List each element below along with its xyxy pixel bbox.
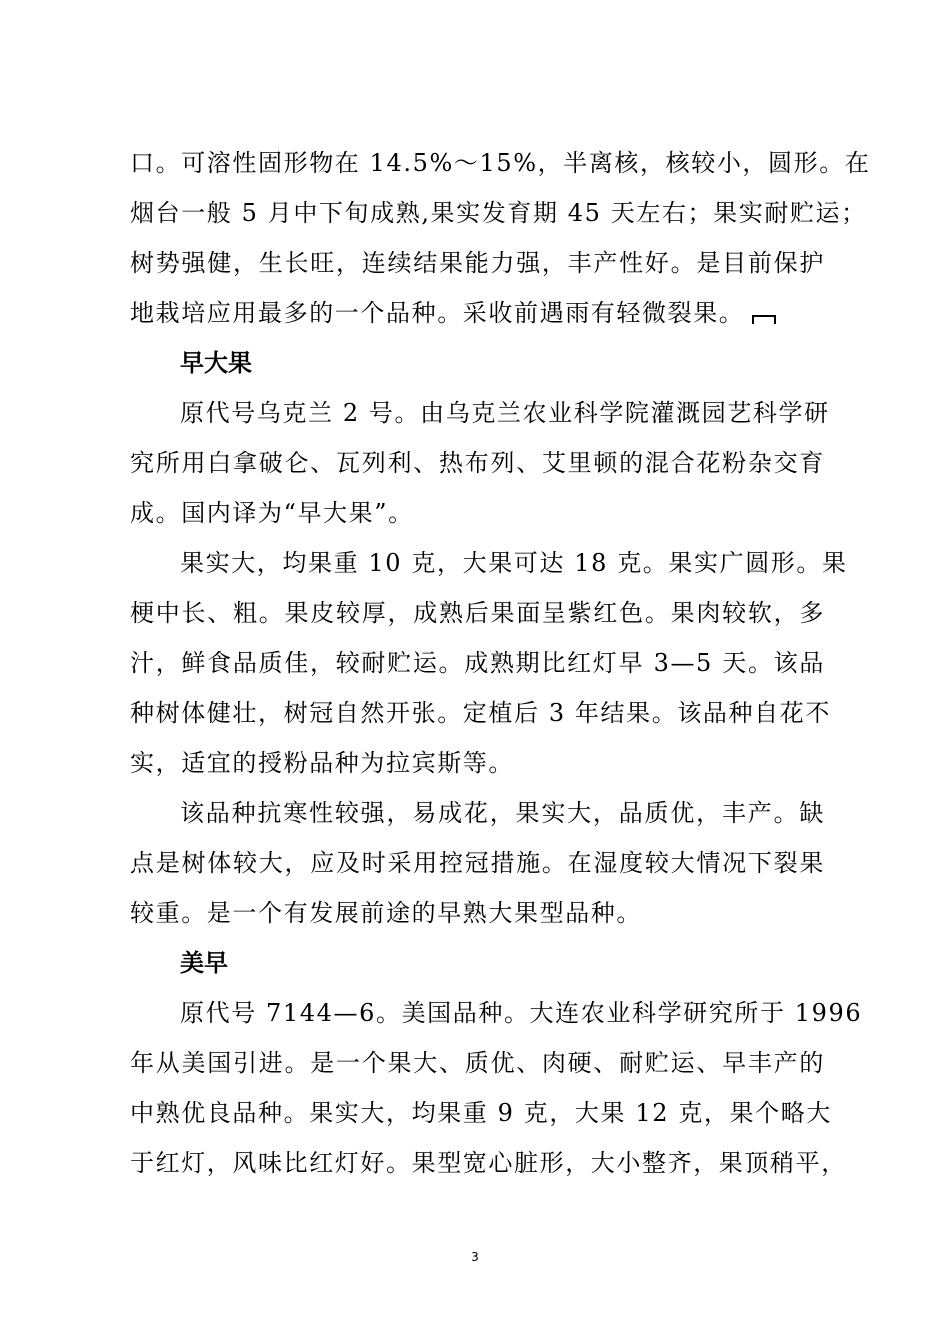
text-line: 梗中长、粗。果皮较厚，成熟后果面呈紫红色。果肉较软，多 <box>130 599 825 627</box>
page-body <box>130 138 871 1188</box>
section-meizao <box>130 938 863 1188</box>
paragraph <box>130 988 863 1188</box>
text-line: 于红灯，风味比红灯好。果型宽心脏形，大小整齐，果顶稍平， <box>130 1149 847 1177</box>
section-heading: 早大果 <box>180 349 252 377</box>
text-line: 年从美国引进。是一个果大、质优、肉硬、耐贮运、早丰产的 <box>130 1049 825 1077</box>
text-line: 口。可溶性固形物在 14.5%～15%，半离核，核较小，圆形。在 <box>130 149 871 177</box>
text-line: 较重。是一个有发展前途的早熟大果型品种。 <box>130 899 642 927</box>
section-zaodaguo <box>130 338 848 938</box>
section-heading: 美早 <box>180 949 228 977</box>
text-line: 烟台一般 5 月中下旬成熟,果实发育期 45 天左右；果实耐贮运； <box>130 199 867 227</box>
text-line: 点是树体较大，应及时采用控冠措施。在湿度较大情况下裂果 <box>130 849 825 877</box>
paragraph <box>130 788 825 938</box>
text-line: 果实大，均果重 10 克，大果可达 18 克。果实广圆形。果 <box>180 549 848 577</box>
text-line-with-mark <box>130 288 825 338</box>
text-line: 中熟优良品种。果实大，均果重 9 克，大果 12 克，果个略大 <box>130 1099 832 1127</box>
text-line: 原代号乌克兰 2 号。由乌克兰农业科学院灌溉园艺科学研 <box>180 399 830 427</box>
text-line: 原代号 7144—6。美国品种。大连农业科学研究所于 1996 <box>180 999 863 1027</box>
text-line: 究所用白拿破仑、瓦列利、热布列、艾里顿的混合花粉杂交育 <box>130 449 825 477</box>
text-line: 该品种抗寒性较强，易成花，果实大，品质优，丰产。缺 <box>180 799 825 827</box>
text-line: 树势强健，生长旺，连续结果能力强，丰产性好。是目前保护 <box>130 249 825 277</box>
text-line: 种树体健壮，树冠自然开张。定植后 3 年结果。该品种自花不 <box>130 699 831 727</box>
edit-mark-icon <box>752 315 776 324</box>
text-line: 成。国内译为“早大果”。 <box>130 499 414 527</box>
paragraph <box>130 388 830 538</box>
page-number: 3 <box>471 1250 479 1264</box>
text-line: 汁，鲜食品质佳，较耐贮运。成熟期比红灯早 3—5 天。该品 <box>130 649 825 677</box>
paragraph <box>130 538 848 788</box>
text-line: 地栽培应用最多的一个品种。采收前遇雨有轻微裂果。 <box>130 299 745 327</box>
text-line: 实，适宜的授粉品种为拉宾斯等。 <box>130 749 514 777</box>
continuation-paragraph <box>130 138 871 338</box>
